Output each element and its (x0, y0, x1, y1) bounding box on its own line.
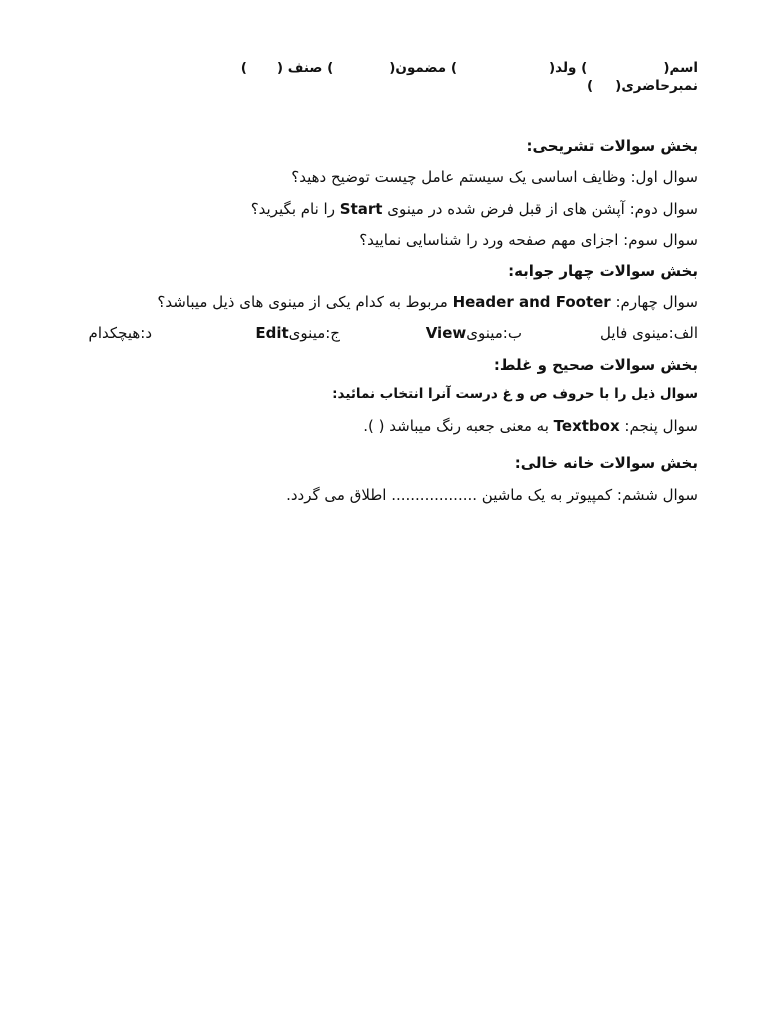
question-5 (70, 416, 698, 436)
question-4-options (70, 323, 698, 345)
option-b-term: View (425, 324, 467, 342)
attendance-close: ) (587, 78, 594, 94)
question-5-term: Textbox (553, 417, 620, 435)
true-false-instruction: سوال ذیل را با حروف ص و غ درست آنرا انتخاب نمائید: (332, 386, 698, 402)
multiple-choice-heading: بخش سوالات چهار جوابه: (508, 262, 698, 280)
option-d: د:هیچکدام (88, 324, 152, 342)
question-3: سوال سوم: اجزای مهم صفحه ورد را شناسایی نمایید؟ (359, 231, 698, 249)
father-label: ولد( (549, 60, 577, 76)
option-b (426, 323, 522, 343)
option-a: الف:مینوی فایل (600, 324, 698, 342)
subject-close: ) (327, 60, 334, 76)
name-label: اسم( (663, 60, 698, 76)
name-close: ) (581, 60, 588, 76)
option-c-term: Edit (255, 324, 289, 342)
attendance-line (70, 78, 698, 95)
attendance-label: نمبرحاضری( (615, 78, 698, 94)
question-5-after: به معنی جعبه رنگ میباشد ( ). (363, 417, 549, 435)
question-2-before: سوال دوم: آپشن های از قبل فرض شده در مینوی (387, 200, 698, 218)
question-5-before: سوال پنجم: (624, 417, 698, 435)
question-2 (70, 199, 698, 219)
option-b-prefix: ب:مینوی (466, 324, 522, 342)
option-c (255, 323, 340, 343)
question-2-term: Start (339, 200, 383, 218)
question-1: سوال اول: وظایف اساسی یک سیستم عامل چیست توضیح دهید؟ (291, 168, 698, 186)
subject-label: مضمون( (389, 60, 447, 76)
question-4-after: مربوط به کدام یکی از مینوی های ذیل میباشد؟ (157, 293, 448, 311)
class-close: ) (240, 60, 247, 76)
question-4 (70, 292, 698, 312)
question-4-before: سوال چهارم: (615, 293, 698, 311)
class-label: صنف ( (276, 60, 323, 76)
true-false-heading: بخش سوالات صحیح و غلط: (493, 356, 698, 374)
question-4-term: Header and Footer (452, 293, 611, 311)
father-close: ) (450, 60, 458, 76)
fill-blank-heading: بخش سوالات خانه خالی: (514, 454, 698, 472)
descriptive-heading: بخش سوالات تشریحی: (526, 137, 698, 155)
student-info-line (70, 60, 698, 77)
question-6: سوال ششم: کمپیوتر به یک ماشین .................. اطلاق می گردد. (286, 486, 698, 504)
option-c-prefix: ج:مینوی (288, 324, 340, 342)
question-2-after: را نام بگیرید؟ (250, 200, 335, 218)
